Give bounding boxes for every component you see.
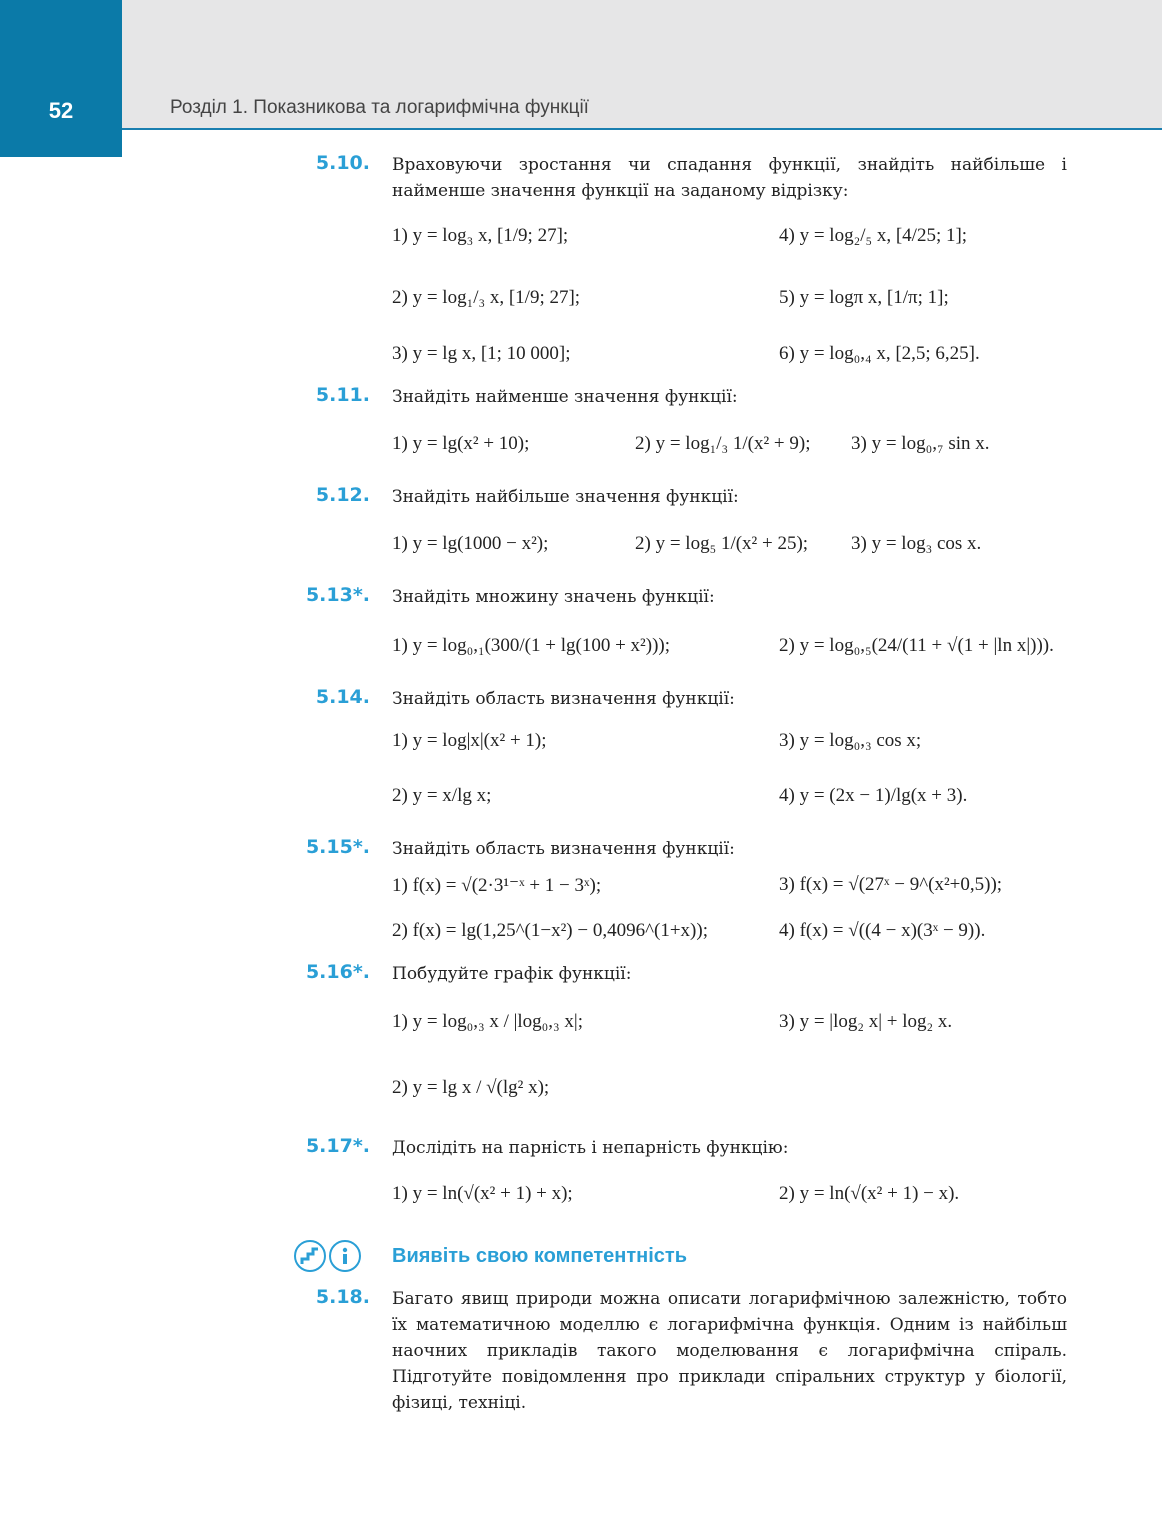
problem-text: Знайдіть область визначення функції: (392, 839, 735, 859)
item-4: 4) y = (2x − 1)/lg(x + 3). (779, 785, 968, 806)
problem-text: Багато явищ природи можна описати логарифмічною залежністю, тобто їх математичною моделлю є логарифмічна функція. Одним із найбільш наочних прикладів такого моделювання є логарифмічна спіраль. Підготуйте повідомлення про приклади спіральних структур у біології, фізиці, техніці. (392, 1289, 1067, 1413)
page-number-tab (0, 0, 122, 157)
problem-text: Знайдіть найменше значення функції: (392, 387, 738, 407)
item-2: 2) y = log₀,₅(24/(11 + √(1 + |ln x|))). (779, 635, 1054, 656)
problem-text: Знайдіть область визначення функції: (392, 689, 735, 709)
problem-text: Дослідіть на парність і непарність функцію: (392, 1138, 789, 1158)
stairs-icon (294, 1240, 326, 1272)
problem-number: 5.10. (315, 152, 370, 174)
item-2: 2) f(x) = lg(1,25^(1−x²) − 0,4096^(1+x)); (392, 920, 708, 941)
item-2: 2) y = lg x / √(lg² x); (392, 1077, 550, 1098)
problem-number: 5.13*. (305, 584, 370, 606)
item-2: 2) y = log₁/₃ 1/(x² + 9); (635, 433, 811, 454)
problem-number: 5.18. (315, 1286, 370, 1308)
page-number: 52 (48, 98, 74, 123)
problem-text: Знайдіть множину значень функції: (392, 587, 715, 607)
item-1: 1) y = log|x|(x² + 1); (392, 730, 547, 751)
problem-number: 5.11. (315, 384, 370, 406)
item-1: 1) y = log₀,₁(300/(1 + lg(100 + x²))); (392, 635, 670, 656)
section-icons (294, 1240, 361, 1272)
item-4: 4) y = log₂/₅ x, [4/25; 1]; (779, 225, 968, 246)
item-2: 2) y = x/lg x; (392, 785, 492, 806)
section-title: Виявіть свою компетентність (392, 1245, 687, 1267)
item-2: 2) y = log₁/₃ x, [1/9; 27]; (392, 287, 581, 308)
info-icon (329, 1240, 361, 1272)
item-2: 2) y = ln(√(x² + 1) − x). (779, 1183, 960, 1204)
item-1: 1) y = ln(√(x² + 1) + x); (392, 1183, 573, 1204)
item-4: 4) f(x) = √((4 − x)(3ˣ − 9)). (779, 920, 986, 941)
item-3: 3) y = |log₂ x| + log₂ x. (779, 1011, 953, 1032)
problem-text: Знайдіть найбільше значення функції: (392, 487, 739, 507)
problem-text: Враховуючи зростання чи спадання функції, знайдіть найбільше і найменше значення функції на заданому відрізку: (392, 155, 1067, 201)
problem-text: Побудуйте графік функції: (392, 964, 632, 984)
item-3: 3) y = lg x, [1; 10 000]; (392, 343, 571, 364)
item-5: 5) y = logπ x, [1/π; 1]; (779, 287, 949, 308)
item-3: 3) f(x) = √(27ˣ − 9^(x²+0,5)); (779, 874, 1003, 895)
item-1: 1) y = log₃ x, [1/9; 27]; (392, 225, 569, 246)
item-3: 3) y = log₀,₇ sin x. (851, 433, 990, 454)
problem-number: 5.14. (315, 686, 370, 708)
item-2: 2) y = log₅ 1/(x² + 25); (635, 533, 809, 554)
problem-number: 5.15*. (305, 836, 370, 858)
item-3: 3) y = log₀,₃ cos x; (779, 730, 922, 751)
item-1: 1) y = lg(1000 − x²); (392, 533, 549, 554)
item-1: 1) f(x) = √(2·3¹⁻ˣ + 1 − 3ˣ); (392, 874, 602, 896)
chapter-title: Розділ 1. Показникова та логарифмічна функції (170, 97, 589, 118)
item-3: 3) y = log₃ cos x. (851, 533, 982, 554)
header-divider (122, 128, 1162, 130)
problem-number: 5.12. (315, 484, 370, 506)
problem-number: 5.17*. (305, 1135, 370, 1157)
item-1: 1) y = log₀,₃ x / |log₀,₃ x|; (392, 1011, 584, 1032)
problem-number: 5.16*. (305, 961, 370, 983)
item-6: 6) y = log₀,₄ x, [2,5; 6,25]. (779, 343, 980, 364)
item-1: 1) y = lg(x² + 10); (392, 433, 530, 454)
